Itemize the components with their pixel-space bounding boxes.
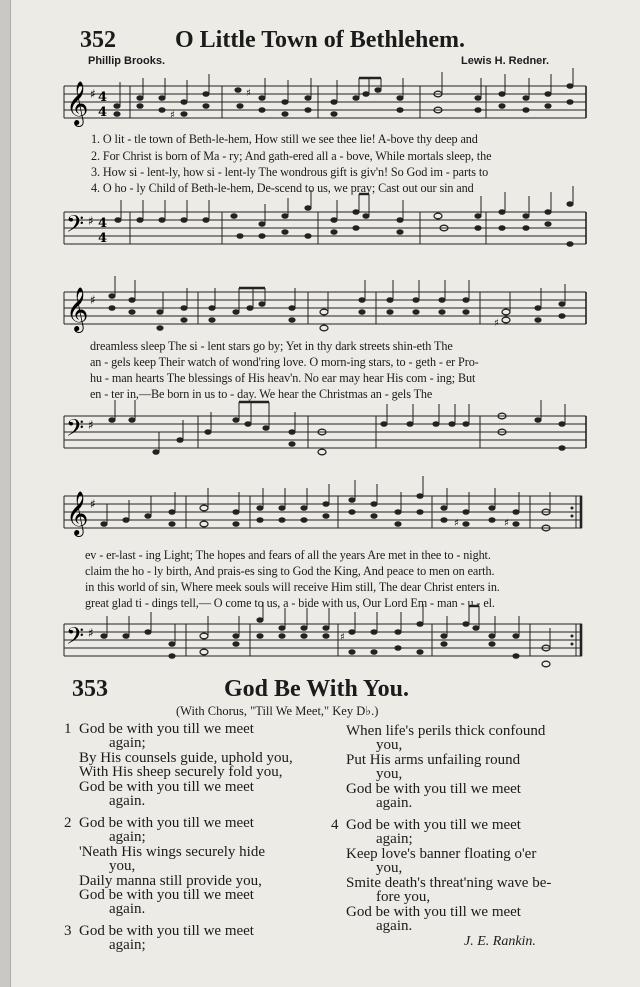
verse-4-number: 4: [331, 817, 339, 833]
system-3-treble-staff: [0, 486, 640, 546]
system-1-verse-1: 1. O lit - tle town of Beth-le-hem, How still we see thee lie! A-bove thy deep and: [91, 132, 478, 146]
system-3-verse-1: ev - er-last - ing Light; The hopes and fears of all the years Are met in thee to - night.: [85, 548, 491, 562]
system-2-treble-staff: [0, 284, 640, 340]
sharp-key-signature-icon: ♯: [90, 87, 96, 101]
system-3-verse-2: claim the ho - ly birth, And prais-es sing to God the King, And peace to men on earth.: [85, 564, 495, 578]
hymn-352-title: O Little Town of Bethlehem.: [175, 27, 466, 53]
svg-text:♯: ♯: [88, 418, 94, 432]
hymn-353-author: J. E. Rankin.: [464, 934, 536, 949]
svg-text:♯: ♯: [494, 318, 499, 329]
svg-text:♯: ♯: [504, 518, 509, 529]
svg-text:4: 4: [98, 90, 108, 105]
svg-text:4: 4: [98, 216, 108, 231]
svg-text:♯: ♯: [340, 632, 345, 643]
bass-clef-icon: 𝄢: [66, 210, 85, 243]
svg-text:𝄢: 𝄢: [66, 622, 85, 655]
hymn-352-number: 352: [80, 27, 116, 53]
system-1-treble-staff: [0, 78, 640, 134]
svg-text:♯: ♯: [246, 88, 251, 99]
music-credit: Lewis H. Redner.: [461, 55, 550, 67]
system-2-verse-2: an - gels keep Their watch of wond'ring love. O morn-ing stars, to - geth - er Pro-: [90, 355, 479, 369]
system-2-bass-staff: [0, 404, 640, 466]
system-2-verse-3: hu - man hearts The blessings of His heav'n. No ear may hear His com - ing; But: [90, 371, 476, 385]
system-3-verse-3: in this world of sin, Where meek souls will receive Him still, The dear Christ enters in.: [85, 580, 500, 594]
hymn-353-subtitle: (With Chorus, "Till We Meet," Key D♭.): [176, 704, 379, 718]
hymnal-page: 352 O Little Town of Bethlehem. Phillip Brooks. Lewis H. Redner. 𝄞 ♯ 4 4 ♯ ♯ 1. O lit - tle town of Beth-le-hem, How still we see thee lie! A-bove thy deep and 2. For Christ is born of Ma - ry; And gath-ered all a - bove, While mortals sleep, the 3. How si - lent-ly, how si - lent-ly The wondrous gift is giv'n! So God im - parts to 4. O ho - ly Child of Beth-le-hem, De-scend to us, we pray; Cast out our sin and 𝄢 ♯ 4 4 𝄞 ♯ ♯ dreamless sleep The si - lent stars go by; Yet in thy dark streets shin-eth The an - gels keep Their watch of wond'ring love. O morn-ing stars, to - geth - er Pro- hu - man hearts The blessings of His heav'n. No ear may hear His com - ing; But en - ter in,—Be born in us to - day. We hear the Christmas an - gels The 𝄢 ♯ 𝄞 ♯ ♯ ♯ ev - er-last - ing Light; The hopes and fears of all the years Are met in thee to - night. claim the ho - ly birth, And prais-es sing to God the King, And peace to men on earth. in this world of sin, Where meek souls will receive Him still, The dear Christ enters in. great glad ti - dings tell,— O come to us, a - bide with us, Our Lord Em - man - u - el. 𝄢 ♯ ♯ 353 God Be With You. (With Chorus, "Till We Meet," Key D♭.) 1 God be with you till we meet again; By His counsels guide, uphold you, With His sheep securely fold you, God be with you till we meet again. 2 God be with you till we meet again; 'Neath His wings securely hide you, Daily manna still provide you, God be with you till we meet again. 3 God be with you till we meet again; When life's perils thick confound you, Put His arms unfailing round you, God be with you till we meet again. 4 God be with you till we meet again; Keep love's banner floating o'er you, Smite death's threat'ning wave be- fore you, God be with you till we meet again. J. E. Rankin.: [0, 0, 640, 987]
svg-text:♯: ♯: [454, 518, 459, 529]
svg-text:𝄞: 𝄞: [66, 491, 89, 535]
svg-text:𝄢: 𝄢: [66, 414, 85, 447]
svg-text:♯: ♯: [88, 626, 94, 640]
svg-text:♯: ♯: [170, 110, 175, 121]
system-2-verse-4: en - ter in,—Be born in us to - day. We hear the Christmas an - gels The: [90, 387, 433, 401]
svg-text:𝄞: 𝄞: [66, 287, 89, 331]
svg-text:♯: ♯: [90, 497, 96, 511]
system-1-bass-staff: [0, 198, 640, 258]
system-2-verse-1: dreamless sleep The si - lent stars go by; Yet in thy dark streets shin-eth The: [90, 339, 453, 353]
treble-clef-icon: 𝄞: [66, 81, 89, 125]
verse-1-number: 1: [64, 721, 72, 737]
system-3-bass-staff: [0, 614, 640, 670]
system-3-verse-4: great glad ti - dings tell,— O come to us, a - bide with us, Our Lord Em - man - u - el.: [85, 596, 495, 610]
hymn-353-title: God Be With You.: [224, 676, 409, 702]
hymn-353-number: 353: [72, 676, 108, 702]
svg-text:♯: ♯: [88, 214, 94, 228]
system-1-verse-2: 2. For Christ is born of Ma - ry; And gath-ered all a - bove, While mortals sleep, the: [91, 149, 492, 163]
svg-text:4: 4: [98, 231, 108, 246]
words-credit: Phillip Brooks.: [88, 55, 166, 67]
time-signature-4-4-icon: 4: [98, 105, 108, 120]
system-1-verse-4: 4. O ho - ly Child of Beth-le-hem, De-scend to us, we pray; Cast out our sin and: [91, 181, 474, 195]
svg-text:♯: ♯: [90, 293, 96, 307]
verse-2-number: 2: [64, 815, 72, 831]
system-1-verse-3: 3. How si - lent-ly, how si - lent-ly The wondrous gift is giv'n! So God im - parts to: [91, 165, 489, 179]
verse-3-number: 3: [64, 923, 72, 939]
